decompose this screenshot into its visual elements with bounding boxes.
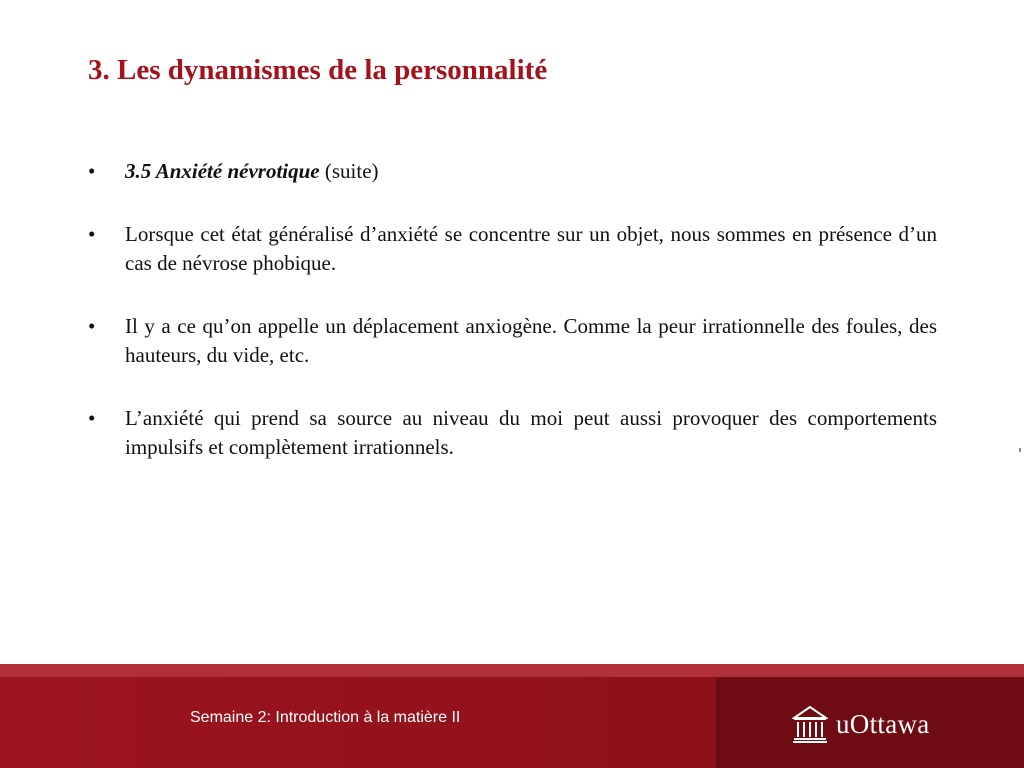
decorative-dot (1019, 448, 1021, 452)
bullet-item-ego-anxiety (88, 404, 937, 462)
bullet-item-anxiety-displacement (88, 312, 937, 370)
bullet-marker: • (88, 406, 96, 430)
bullet-marker: • (88, 222, 96, 246)
bullet-text: L’anxiété qui prend sa source au niveau du moi peut aussi provoquer des comportements impulsifs et complètement irrationnels. (125, 406, 937, 459)
bullet-item-phobic-neurosis (88, 220, 937, 278)
bullet-marker: • (88, 159, 96, 183)
uottawa-logo (792, 703, 930, 745)
logo-text: uOttawa (836, 709, 930, 739)
section-heading-emphasis: 3.5 Anxiété névrotique (125, 159, 320, 183)
bullet-text: Il y a ce qu’on appelle un déplacement anxiogène. Comme la peur irrationnelle des foules, des hauteurs, du vide, etc. (125, 314, 937, 367)
slide-title: 3. Les dynamismes de la personnalité (88, 54, 548, 86)
bullet-list (88, 157, 937, 496)
bullet-item-section-heading (88, 157, 937, 186)
university-building-icon (792, 704, 828, 744)
footer-course-label: Semaine 2: Introduction à la matière II (190, 709, 461, 726)
section-heading-suffix: (suite) (319, 159, 379, 183)
bullet-marker: • (88, 314, 96, 338)
bullet-text: Lorsque cet état généralisé d’anxiété se concentre sur un objet, nous sommes en présence d’un cas de névrose phobique. (125, 222, 937, 275)
footer-top-stripe (0, 664, 1024, 677)
